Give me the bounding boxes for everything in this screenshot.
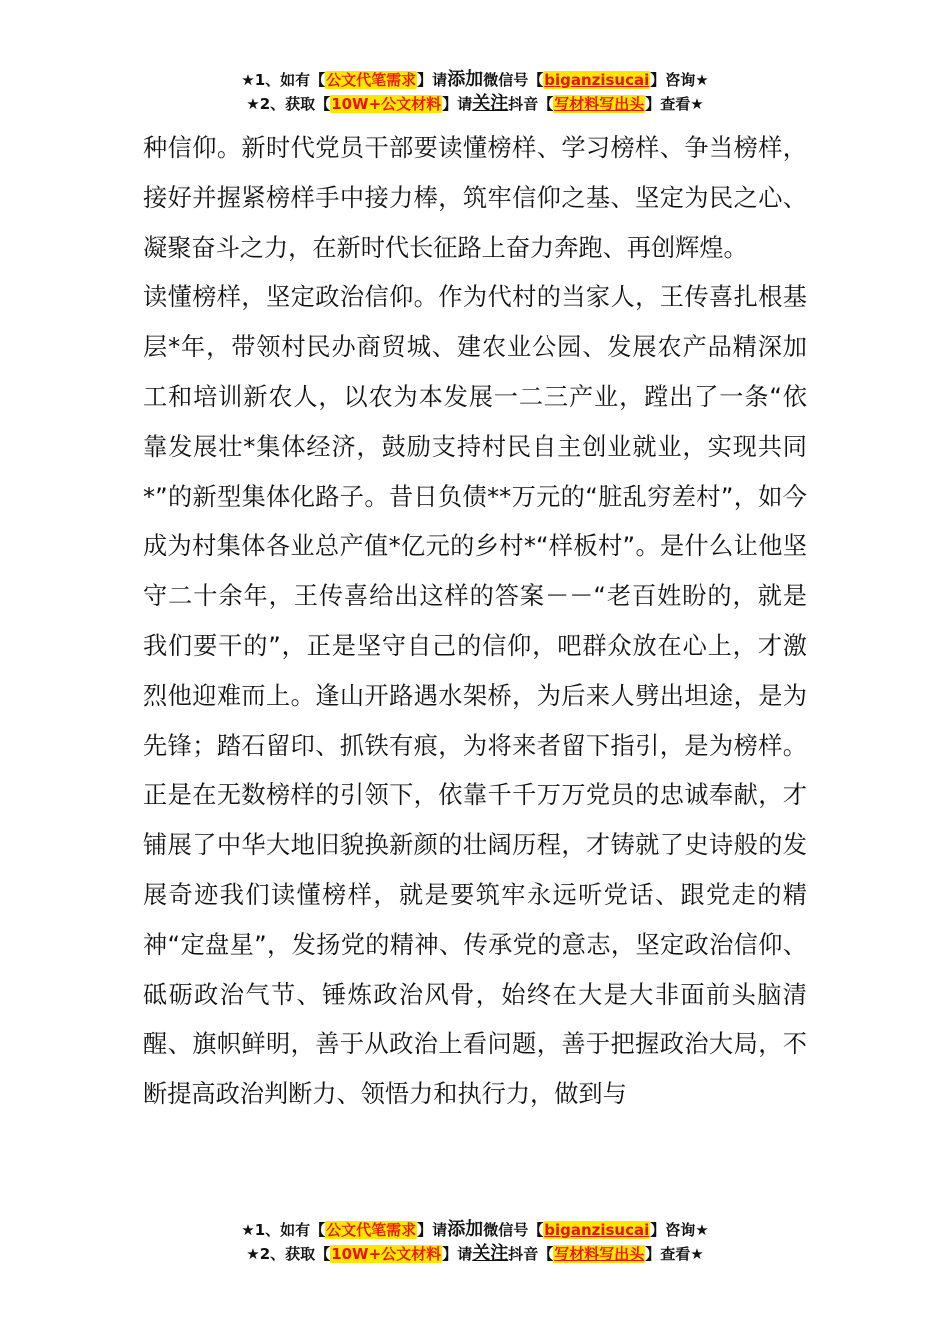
paragraph: 种信仰。新时代党员干部要读懂榜样、学习榜样、争当榜样，接好并握紧榜样手中接力棒，筑牢信仰之基、坚定为民之心、凝聚奋斗之力，在新时代长征路上奋力奔跑、再创辉煌。 — [143, 134, 807, 262]
highlight-materials: 10W+公文材料 — [331, 1245, 442, 1263]
header-banner — [0, 68, 950, 116]
banner-text: 】请 — [442, 95, 473, 113]
banner-text: ★1、如有【 — [241, 1221, 326, 1239]
highlight-douyin-account[interactable]: 写材料写出头 — [554, 95, 645, 113]
footer-banner — [0, 1218, 950, 1266]
highlight-materials: 10W+公文材料 — [331, 95, 442, 113]
banner-emphasis: 添加 — [447, 69, 484, 90]
banner-line-2 — [0, 92, 950, 116]
highlight-wechat-id[interactable]: biganzisucai — [544, 1221, 650, 1239]
banner-text: 】咨询★ — [650, 1221, 709, 1239]
banner-text: 】查看★ — [645, 95, 704, 113]
banner-text: 】请 — [417, 71, 448, 89]
banner-text: ★2、获取【 — [246, 95, 331, 113]
highlight-service: 公文代笔需求 — [326, 1221, 417, 1239]
banner-text: 】请 — [417, 1221, 448, 1239]
highlight-wechat-id[interactable]: biganzisucai — [544, 71, 650, 89]
banner-text: 】查看★ — [645, 1245, 704, 1263]
highlight-douyin-account[interactable]: 写材料写出头 — [554, 1245, 645, 1263]
paragraph: 读懂榜样，坚定政治信仰。作为代村的当家人，王传喜扎根基层*年，带领村民办商贸城、建农业公园、发展农产品精深加工和培训新农人，以农为本发展一二三产业，蹚出了一条“依靠发展壮*集体经济，鼓励支持村民自主创业就业，实现共同*”的新型集体化路子。昔日负债**万元的“脏乱穷差村”，如今成为村集体各业总产值*亿元的乡村*“样板村”。是什么让他坚守二十余年，王传喜给出这样的答案－－“老百姓盼的，就是我们要干的”，正是坚守自己的信仰，吧群众放在心上，才激烈他迎难而上。逢山开路遇水架桥，为后来人劈出坦途，是为先锋；踏石留印、抓铁有痕，为将来者留下指引，是为榜样。正是在无数榜样的引领下，依靠千千万万党员的忠诚奉献，才铺展了中华大地旧貌换新颜的壮阔历程，才铸就了史诗般的发展奇迹我们读懂榜样，就是要筑牢永远听党话、跟党走的精神“定盘星”，发扬党的精神、传承党的意志，坚定政治信仰、砥砺政治气节、锤炼政治风骨，始终在大是大非面前头脑清醒、旗帜鲜明，善于从政治上看问题，善于把握政治大局，不断提高政治判断力、领悟力和执行力，做到与 — [143, 283, 807, 1109]
banner-text: 微信号【 — [483, 1221, 544, 1239]
document-body — [143, 124, 807, 1120]
banner-text: 抖音【 — [508, 1245, 554, 1263]
banner-line-1 — [0, 68, 950, 92]
banner-emphasis: 添加 — [447, 1219, 484, 1240]
banner-emphasis: 关注 — [472, 93, 509, 114]
banner-text: ★1、如有【 — [241, 71, 326, 89]
banner-text: 】请 — [442, 1245, 473, 1263]
banner-text: 抖音【 — [508, 95, 554, 113]
banner-line-2 — [0, 1242, 950, 1266]
highlight-service: 公文代笔需求 — [326, 71, 417, 89]
banner-line-1 — [0, 1218, 950, 1242]
banner-text: 微信号【 — [483, 71, 544, 89]
banner-text: ★2、获取【 — [246, 1245, 331, 1263]
banner-emphasis: 关注 — [472, 1243, 509, 1264]
banner-text: 】咨询★ — [650, 71, 709, 89]
